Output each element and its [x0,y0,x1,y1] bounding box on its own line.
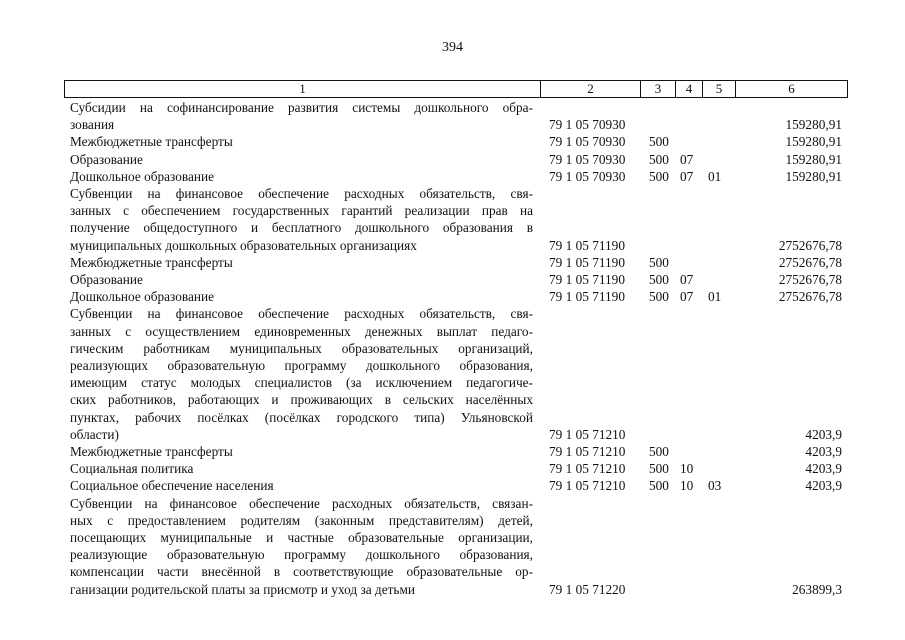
row-amount: 4203,9 [805,478,842,494]
row-col-3: 500 [649,168,669,184]
row-amount: 263899,3 [792,581,842,597]
row-col-3: 500 [649,151,669,167]
header-col-1: 1 [299,81,306,96]
row-description [70,99,533,133]
row-code: 79 1 05 71190 [549,289,625,305]
row-description [70,271,533,288]
description-line: Образование [70,272,143,287]
row-amount: 4203,9 [805,444,842,459]
description-line: занных с обеспечением государственных гарантий реализации прав на [70,203,533,219]
row-amount: 4203,9 [805,426,842,442]
row-description [70,133,533,150]
description-line: ганизации родительской платы за присмотр и уход за детьми [70,581,416,597]
description-line: Межбюджетные трансферты [70,444,233,459]
row-col-3: 500 [649,289,669,305]
row-code: 79 1 05 71190 [549,272,625,287]
description-line: имеющим статус молодых специалистов (за исключением педагогиче- [70,375,533,391]
row-col-4: 07 [680,289,694,305]
row-amount: 2752676,78 [778,237,842,253]
description-line: Социальное обеспечение населения [70,478,274,494]
description-line: муниципальных дошкольных образовательных организациях [70,237,417,253]
row-description [70,288,533,305]
row-description [70,443,533,460]
description-line: Социальная политика [70,461,194,477]
row-description [70,254,533,271]
row-amount: 159280,91 [785,117,842,133]
description-line: получение общедоступного и бесплатного дошкольного образования в [70,220,533,236]
row-description [70,477,533,494]
row-amount: 4203,9 [805,461,842,477]
row-col-3: 500 [649,461,669,477]
row-col-5: 01 [708,168,722,184]
row-code: 79 1 05 70930 [549,117,626,133]
row-col-3: 500 [649,134,669,150]
row-description [70,168,533,185]
row-code: 79 1 05 71190 [549,254,625,270]
row-code: 79 1 05 71220 [549,581,626,597]
description-line: Образование [70,151,143,167]
row-code: 79 1 05 70930 [549,134,626,150]
description-line: ских работников, работающих и проживающих в сельских населённых [70,392,533,408]
row-description [70,305,533,443]
row-col-4: 10 [680,478,694,494]
row-code: 79 1 05 71190 [549,237,625,253]
row-code: 79 1 05 71210 [549,426,626,442]
header-col-4: 4 [675,81,702,97]
row-code: 79 1 05 70930 [549,168,626,184]
description-line: Субвенции на финансовое обеспечение расходных обязательств, свя- [70,306,533,322]
description-line: области) [70,426,119,442]
row-amount: 159280,91 [785,134,842,150]
description-line: Субсидии на софинансирование развития системы дошкольного обра- [70,100,533,115]
description-line: зования [70,117,115,133]
header-col-3: 3 [640,81,675,97]
description-line: занных с осуществлением единовременных денежных выплат педаго- [70,323,533,339]
description-line: пунктах, рабочих посёлках (посёлках городского типа) Ульяновской [70,409,533,425]
row-amount: 159280,91 [785,168,842,184]
table-header [64,80,848,98]
description-line: Межбюджетные трансферты [70,134,233,150]
description-line: Дошкольное образование [70,289,214,305]
page-number: 394 [442,40,463,55]
row-description [70,185,533,254]
description-line: посещающих муниципальные и частные образовательные организации, [70,530,533,545]
row-col-5: 01 [708,289,722,305]
row-description [70,151,533,168]
header-col-6: 6 [735,81,847,97]
description-line: гическим работникам муниципальных образовательных организаций, [70,340,533,356]
description-line: реализующих образовательную программу дошкольного образования, [70,358,533,373]
row-code: 79 1 05 71210 [549,461,626,477]
row-col-3: 500 [649,478,669,494]
description-line: ных с предоставлением родителям (законным представителям) детей, [70,512,533,528]
row-amount: 2752676,78 [778,272,842,287]
row-code: 79 1 05 71210 [549,478,626,494]
header-col-2: 2 [540,81,640,97]
row-amount: 159280,91 [785,151,842,167]
row-col-5: 03 [708,478,722,494]
description-line: Межбюджетные трансферты [70,254,233,270]
description-line: Субвенции на финансовое обеспечение расходных обязательств, связан- [70,495,533,511]
row-amount: 2752676,78 [778,254,842,270]
row-col-4: 10 [680,461,694,477]
row-col-4: 07 [680,168,694,184]
description-line: компенсации части внесённой в соответствующие образовательные ор- [70,564,533,580]
row-col-3: 500 [649,444,669,459]
description-line: Дошкольное образование [70,168,214,184]
header-col-5: 5 [702,81,735,97]
row-amount: 2752676,78 [778,289,842,305]
row-code: 79 1 05 70930 [549,151,626,167]
row-col-3: 500 [649,254,669,270]
row-description [70,460,533,477]
row-code: 79 1 05 71210 [549,444,626,459]
description-line: реализующие образовательную программу дошкольного образования, [70,547,533,563]
row-description [70,495,533,598]
description-line: Субвенции на финансовое обеспечение расходных обязательств, свя- [70,186,533,201]
row-col-4: 07 [680,151,694,167]
row-col-4: 07 [680,272,694,287]
row-col-3: 500 [649,272,669,287]
